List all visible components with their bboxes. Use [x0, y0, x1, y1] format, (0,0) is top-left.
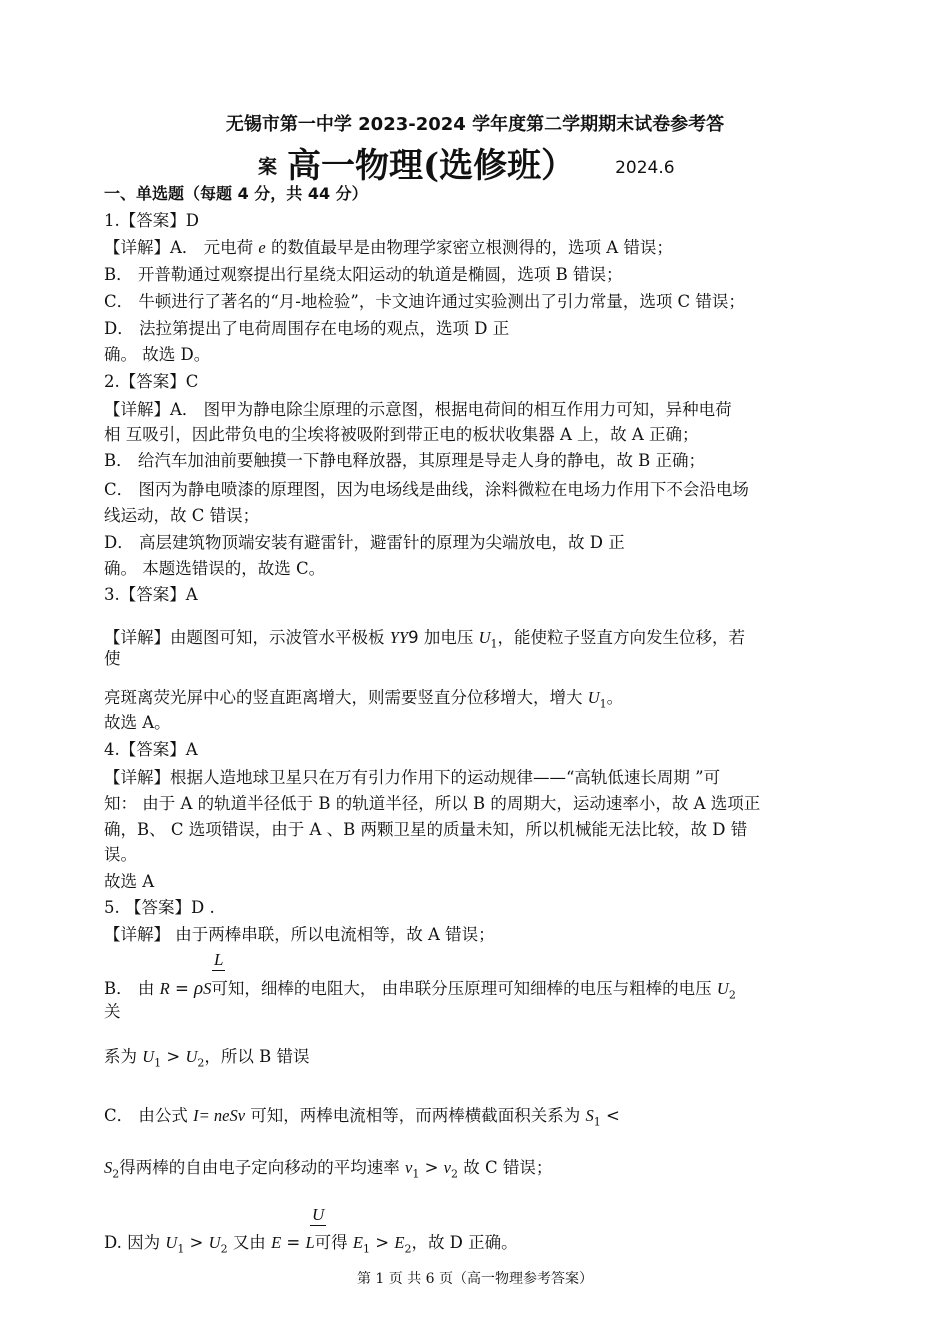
- q5-detail-a: 【详解】 由于两棒串联，所以电流相等，故 A 错误；: [104, 925, 495, 944]
- subject-title: 高一物理(选修班）: [287, 146, 576, 186]
- q3-answer: 3.【答案】A: [104, 585, 198, 604]
- q1-detail-a: 【详解】A． 元电荷 e 的数值最早是由物理学家密立根测得的，选项 A 错误；: [104, 238, 673, 257]
- q5-detail-d: D. 因为 $U_1 > U_2$ 又由 E = L可得 $E_1 > E_2$，故 D 正确。: [104, 1233, 518, 1256]
- q1-detail-b: B． 开普勒通过观察提出行星绕太阳运动的轨道是椭圆，选项 B 错误；: [104, 265, 623, 284]
- q1-conclusion: 确。 故选 D。: [104, 345, 211, 364]
- q3-detail-b: 亮斑离荧光屏中心的竖直距离增大，则需要竖直分位移增大，增大 $U_1$。: [104, 688, 624, 711]
- q5-detail-b-cont: 系为 $U_1 > U_2$，所以 B 错误: [104, 1047, 310, 1070]
- q4-conclusion: 故选 A: [104, 872, 155, 891]
- q2-detail-c: C． 图丙为静电喷漆的原理图，因为电场线是曲线，涂料微粒在电场力作用下不会沿电场: [104, 480, 749, 499]
- q3-detail-a-wrap: 使: [104, 649, 121, 668]
- q2-conclusion: 确。 本题选错误的，故选 C。: [104, 559, 326, 578]
- q4-answer: 4.【答案】A: [104, 740, 198, 759]
- section-heading: 一、单选题（每题 4 分，共 44 分）: [104, 184, 368, 203]
- exam-title-line1: 无锡市第一中学 2023-2024 学年度第二学期期末试卷参考答: [225, 114, 725, 135]
- exam-title-line2: [258, 138, 675, 187]
- q4-detail-b: 知： 由于 A 的轨道半径低于 B 的轨道半径，所以 B 的周期大，运动速率小，故 A 选项正: [104, 794, 761, 813]
- q2-detail-d: D． 高层建筑物顶端安装有避雷针，避雷针的原理为尖端放电，故 D 正: [104, 533, 625, 552]
- q2-detail-b: B． 给汽车加油前要触摸一下静电释放器，其原理是导走人身的静电，故 B 正确；: [104, 451, 705, 470]
- q5-detail-b-wrap: 关: [104, 1002, 121, 1021]
- q2-detail-a-cont: 相 互吸引，因此带负电的尘埃将被吸附到带正电的板状收集器 A 上，故 A 正确；: [104, 425, 699, 444]
- q2-detail-a: 【详解】A． 图甲为静电除尘原理的示意图，根据电荷间的相互作用力可知，异种电荷: [104, 400, 732, 419]
- fraction-numerator-l: L: [214, 950, 224, 969]
- q1-detail-c: C． 牛顿进行了著名的“月-地检验”，卡文迪许通过实验测出了引力常量，选项 C 错误；: [104, 292, 745, 311]
- q5-answer: 5. 【答案】D .: [104, 898, 215, 917]
- q2-answer: 2.【答案】C: [104, 372, 199, 391]
- q4-detail-c: 确，B、 C 选项错误，由于 A 、B 两颗卫星的质量未知，所以机械能无法比较，故 D 错: [104, 820, 748, 839]
- exam-date: 2024.6: [615, 158, 675, 178]
- q1-answer: 1.【答案】D: [104, 211, 199, 230]
- q4-detail-d: 误。: [104, 845, 137, 864]
- q3-detail-a: 【详解】由题图可知，示波管水平极板 YY9 加电压 $U_1$，能使粒子竖直方向发生位移，若: [104, 628, 746, 651]
- q5-detail-c-cont: $S_2$得两棒的自由电子定向移动的平均速率 $v_1 > v_2$ 故 C 错误；: [104, 1158, 553, 1181]
- page-footer: 第 1 页 共 6 页（高一物理参考答案）: [356, 1271, 594, 1287]
- q5-detail-b: B． 由 R = ρS可知，细棒的电阻大， 由串联分压原理可知细棒的电压与粗棒的电压 $U_2$: [104, 978, 736, 1002]
- q3-conclusion: 故选 A。: [104, 713, 171, 732]
- title-prefix: 案: [258, 156, 278, 178]
- fraction-numerator-u: U: [312, 1205, 325, 1224]
- q1-detail-d: D． 法拉第提出了电荷周围存在电场的观点，选项 D 正: [104, 319, 510, 338]
- q5-detail-c: C． 由公式 I= neSv 可知，两棒电流相等，而两棒横截面积关系为 $S_1$ <: [104, 1106, 620, 1129]
- q4-detail-a: 【详解】根据人造地球卫星只在万有引力作用下的运动规律——“高轨低速长周期 ”可: [104, 768, 721, 787]
- q2-detail-c-cont: 线运动，故 C 错误；: [104, 506, 260, 525]
